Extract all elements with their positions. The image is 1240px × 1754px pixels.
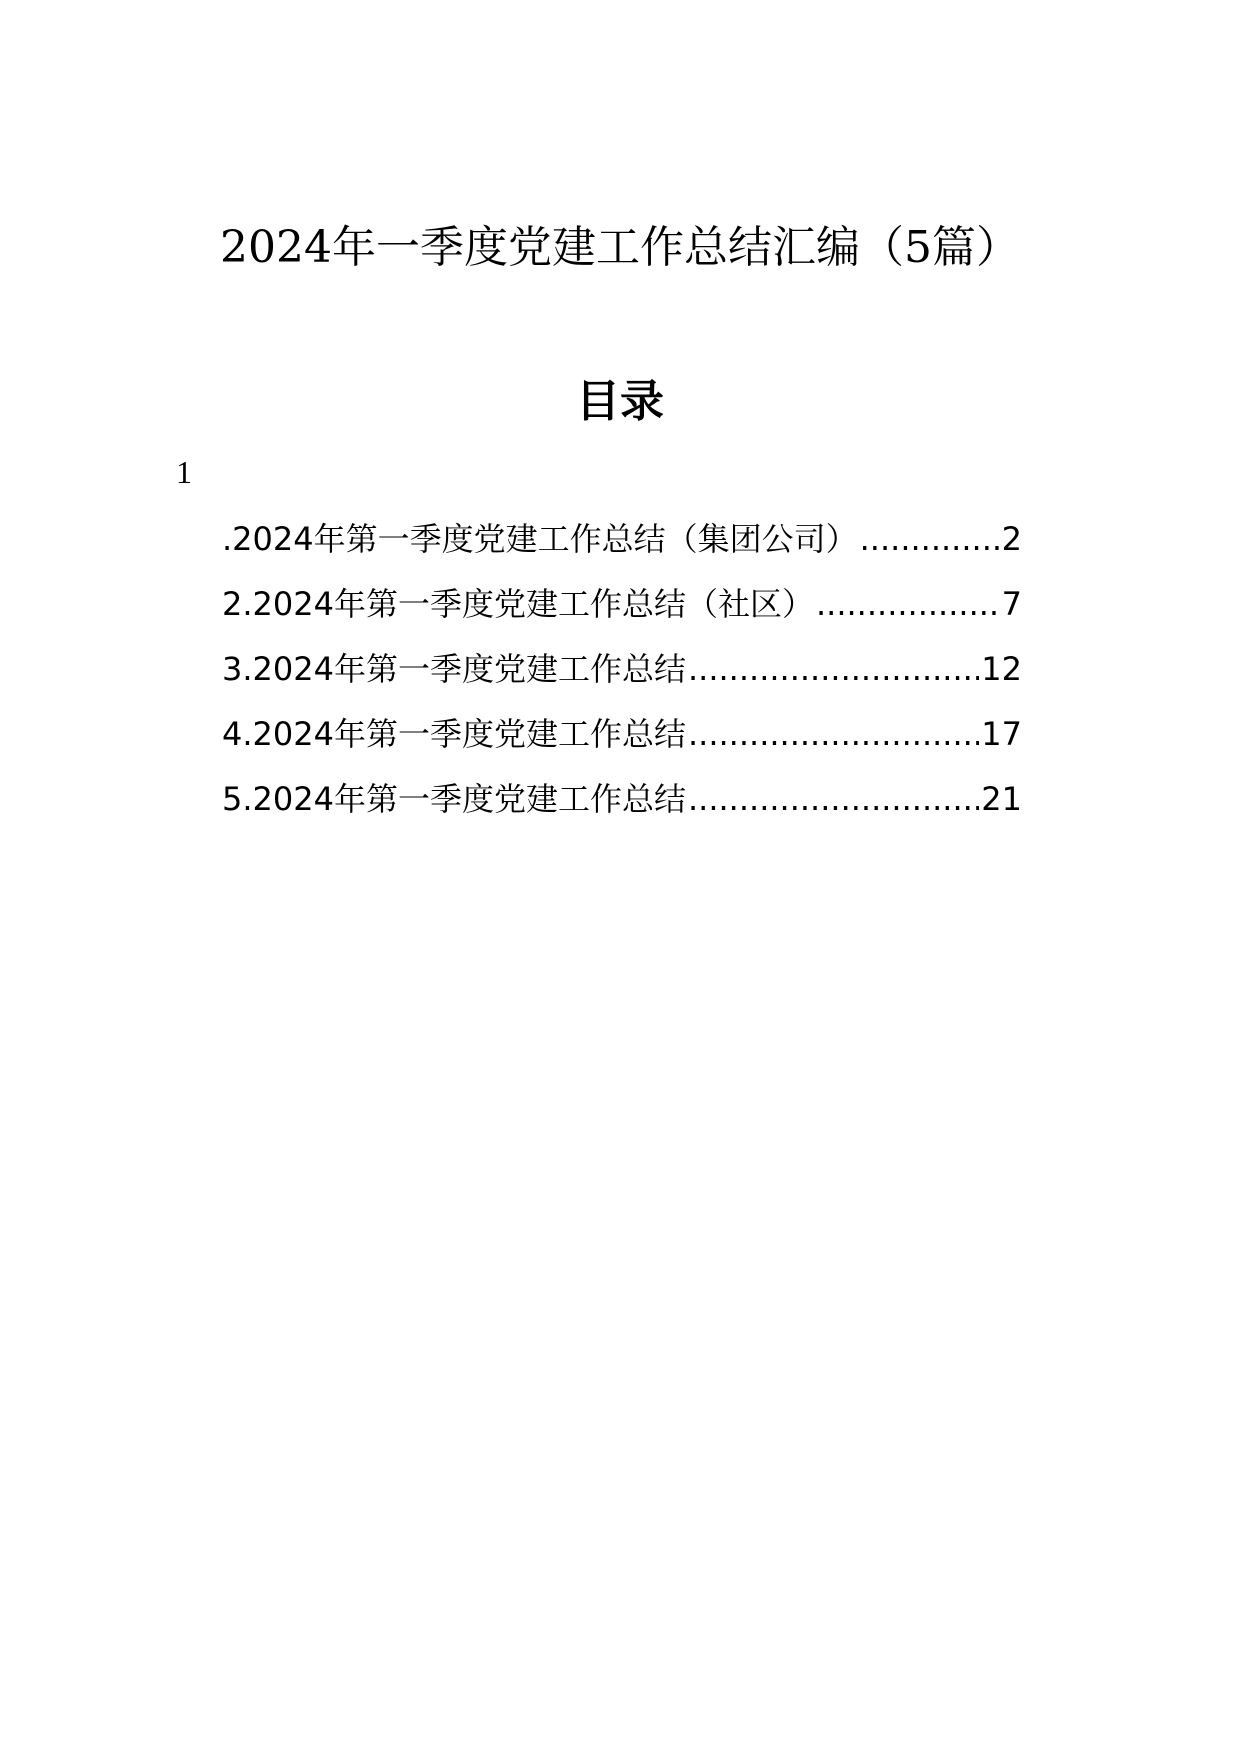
toc-dot-leader [688,644,979,694]
toc-entry-title[interactable]: 2.2024年第一季度党建工作总结（社区） [222,585,814,623]
toc-page-number[interactable]: 7 [1001,585,1022,623]
toc-page-number[interactable]: 12 [981,650,1022,688]
toc-dot-leader [688,709,979,759]
toc-entry[interactable] [222,514,1022,579]
toc-dot-leader [816,579,1000,629]
toc-entry-title[interactable]: .2024年第一季度党建工作总结（集团公司） [222,520,858,558]
toc-entry[interactable] [222,774,1022,839]
toc-entry[interactable] [222,579,1022,644]
toc-dot-leader [860,514,1000,564]
toc-entry-title[interactable]: 4.2024年第一季度党建工作总结 [222,715,686,753]
toc-entry[interactable] [222,709,1022,774]
list-number: 1 [176,454,192,490]
document-title: 2024年一季度党建工作总结汇编（5篇） [220,222,1020,273]
toc-page-number[interactable]: 17 [981,715,1022,753]
toc-entry[interactable] [222,644,1022,709]
toc-page-number[interactable]: 21 [981,780,1022,818]
toc-entry-title[interactable]: 5.2024年第一季度党建工作总结 [222,780,686,818]
toc-dot-leader [688,774,979,824]
toc-heading: 目录 [576,376,664,427]
toc-entry-title[interactable]: 3.2024年第一季度党建工作总结 [222,650,686,688]
toc-page-number[interactable]: 2 [1001,520,1022,558]
table-of-contents [222,514,1022,839]
